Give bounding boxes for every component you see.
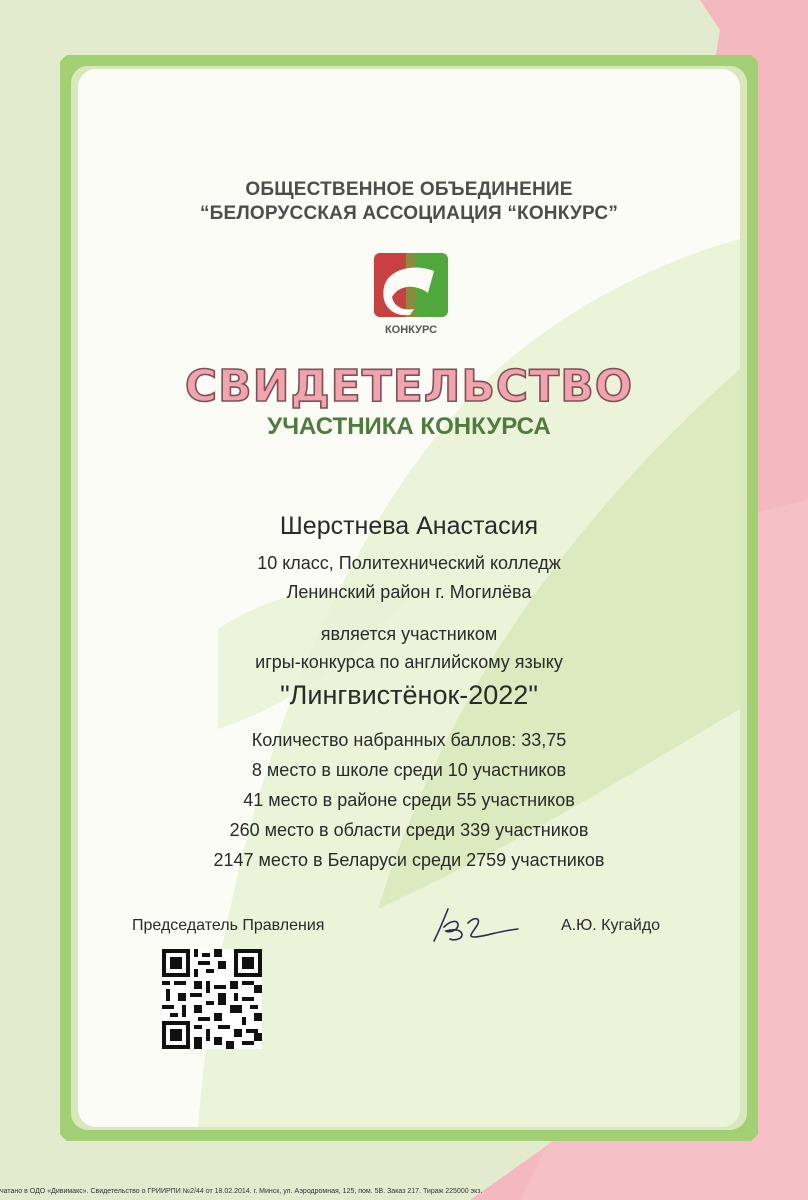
signature-position: Председатель Правления <box>132 917 325 934</box>
org-line-2: “БЕЛОРУССКАЯ АССОЦИАЦИЯ “КОНКУРС” <box>199 203 619 224</box>
participant-class-school: 10 класс, Политехнический колледж <box>257 553 561 573</box>
result-line: 8 место в школе среди 10 участников <box>251 760 567 780</box>
participant-district: Ленинский район г. Могилёва <box>286 582 532 602</box>
certificate-frame <box>60 55 758 1141</box>
result-line: 41 место в районе среди 55 участников <box>243 790 575 810</box>
result-line: 260 место в области среди 339 участников <box>229 820 589 840</box>
konkurs-logo-icon <box>370 249 452 335</box>
certificate-title: СВИДЕТЕЛЬСТВО <box>184 361 634 412</box>
signature-row <box>78 905 740 945</box>
contest-intro-1: является участником <box>320 624 498 644</box>
contest-intro-2: игры-конкурса по английскому языку <box>255 652 563 672</box>
certificate-subtitle: УЧАСТНИКА КОНКУРСА <box>267 413 551 440</box>
contest-name: "Лингвистёнок-2022" <box>280 680 538 710</box>
result-line: 2147 место в Беларуси среди 2759 участников <box>213 850 605 870</box>
participant-name: Шерстнева Анастасия <box>279 512 539 540</box>
signature-name: А.Ю. Кугайдо <box>561 917 661 934</box>
qr-code-icon <box>162 949 262 1049</box>
qr-code <box>162 949 262 1049</box>
printer-imprint: чатано в ОДО «Дивимакс». Свидетельство о ГРИИРПИ №2/44 от 18.02.2014. г. Минск, ул. Аэродромная, 125, пом. 5В. Заказ 217. Тираж 225000 экз. <box>0 1188 483 1195</box>
konkurs-logo <box>370 249 452 335</box>
logo-label: КОНКУРС <box>384 324 438 335</box>
result-line: Количество набранных баллов: 33,75 <box>251 730 567 750</box>
certificate-body <box>78 69 740 1127</box>
org-line-1: ОБЩЕСТВЕННОЕ ОБЪЕДИНЕНИЕ <box>245 179 573 200</box>
handwritten-signature <box>428 905 528 945</box>
